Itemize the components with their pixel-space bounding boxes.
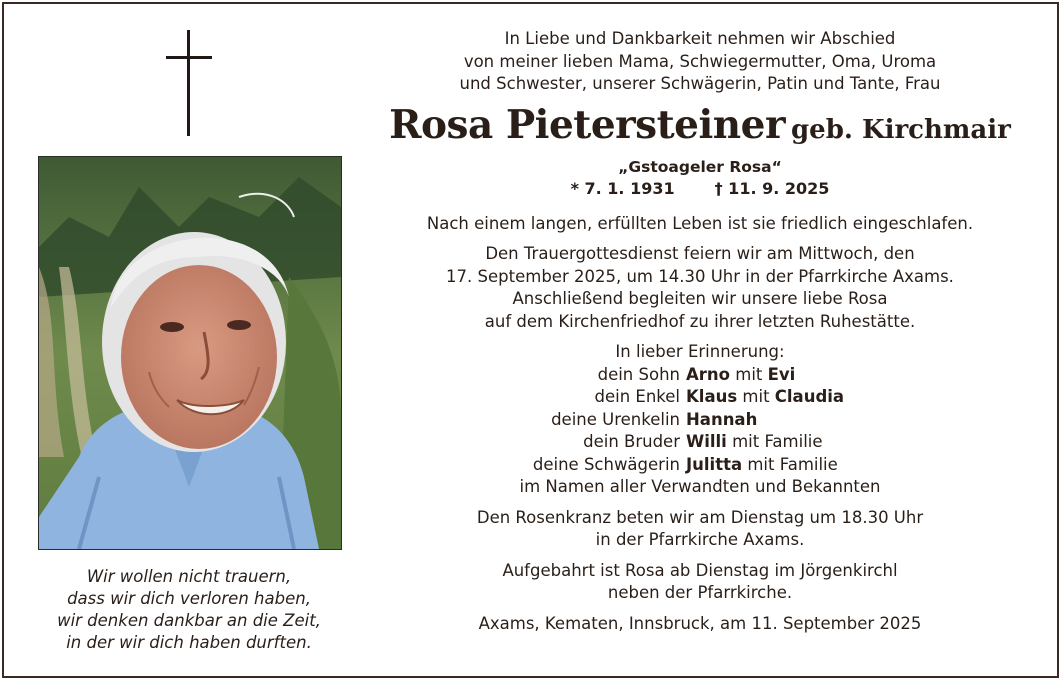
service-line: 17. September 2025, um 14.30 Uhr in der Pfarrkirche Axams. xyxy=(446,266,954,286)
mourner-connector: mit xyxy=(742,387,770,406)
mourner-row xyxy=(380,409,1020,432)
mourner-row xyxy=(380,454,1020,477)
memorial-poem xyxy=(38,566,340,654)
mourner-connector: mit Familie xyxy=(732,432,823,451)
deceased-name xyxy=(380,100,1020,158)
mourner-relation: dein Enkel xyxy=(594,387,680,406)
deceased-nickname: „Gstoageler Rosa“ xyxy=(618,157,782,176)
mourner-name: Julitta xyxy=(686,454,743,474)
notice-text xyxy=(380,28,1020,635)
mourner-connector: mit xyxy=(735,364,763,384)
mourner-row xyxy=(380,364,1020,387)
rosary-line: in der Pfarrkirche Axams. xyxy=(595,530,805,549)
poem-line: dass wir dich verloren haben, xyxy=(67,589,311,608)
service-line: Den Trauergottesdienst feiern wir am Mittwoch, den xyxy=(485,244,915,263)
portrait-photo xyxy=(38,156,342,550)
mourner-name: Arno xyxy=(686,364,730,384)
memory-heading: In lieber Erinnerung: xyxy=(615,342,785,361)
mourner-name: Klaus xyxy=(686,387,738,406)
deceased-full-name: Rosa Pietersteiner xyxy=(389,101,785,148)
service-line: Anschließend begleiten wir unsere liebe Rosa xyxy=(512,289,888,308)
place-date: Axams, Kematen, Innsbruck, am 11. September 2025 xyxy=(478,613,922,633)
mourner-relation: deine Urenkelin xyxy=(551,409,680,429)
viewing-line: Aufgebahrt ist Rosa ab Dienstag im Jörgenkirchl xyxy=(502,560,898,580)
birth-date: * 7. 1. 1931 xyxy=(570,179,675,198)
life-dates xyxy=(380,178,1020,201)
viewing-line: neben der Pfarrkirche. xyxy=(607,583,793,602)
deceased-birth-name: geb. Kirchmair xyxy=(791,114,1011,145)
mourner-relation: dein Bruder xyxy=(583,432,680,451)
mourners-list xyxy=(380,364,1020,477)
service-line: auf dem Kirchenfriedhof zu ihrer letzten Ruhestätte. xyxy=(484,311,916,331)
rosary-line: Den Rosenkranz beten wir am Dienstag um 18.30 Uhr xyxy=(476,507,924,527)
relatives-line: im Namen aller Verwandten und Bekannten xyxy=(519,477,881,496)
mourner-connector: mit Familie xyxy=(747,454,838,474)
passing-text: Nach einem langen, erfüllten Leben ist sie friedlich eingeschlafen. xyxy=(426,213,974,233)
intro-line: und Schwester, unserer Schwägerin, Patin und Tante, Frau xyxy=(459,74,941,93)
mourner-name: Hannah xyxy=(686,409,758,429)
intro-line: von meiner lieben Mama, Schwiegermutter, Oma, Uroma xyxy=(463,51,937,71)
poem-line: Wir wollen nicht trauern, xyxy=(86,567,292,586)
mourner-row xyxy=(380,386,1020,409)
mourner-relation: deine Schwägerin xyxy=(532,454,680,474)
intro-line: In Liebe und Dankbarkeit nehmen wir Abschied xyxy=(504,29,896,48)
poem-line: in der wir dich haben durften. xyxy=(66,633,312,652)
cross-icon xyxy=(166,30,212,136)
mourner-name: Willi xyxy=(686,432,727,451)
mourner-partner: Claudia xyxy=(774,387,845,406)
mourner-partner: Evi xyxy=(767,364,796,384)
mourner-row xyxy=(380,431,1020,454)
mourner-relation: dein Sohn xyxy=(597,364,680,384)
death-date: † 11. 9. 2025 xyxy=(714,179,830,198)
poem-line: wir denken dankbar an die Zeit, xyxy=(57,611,321,630)
